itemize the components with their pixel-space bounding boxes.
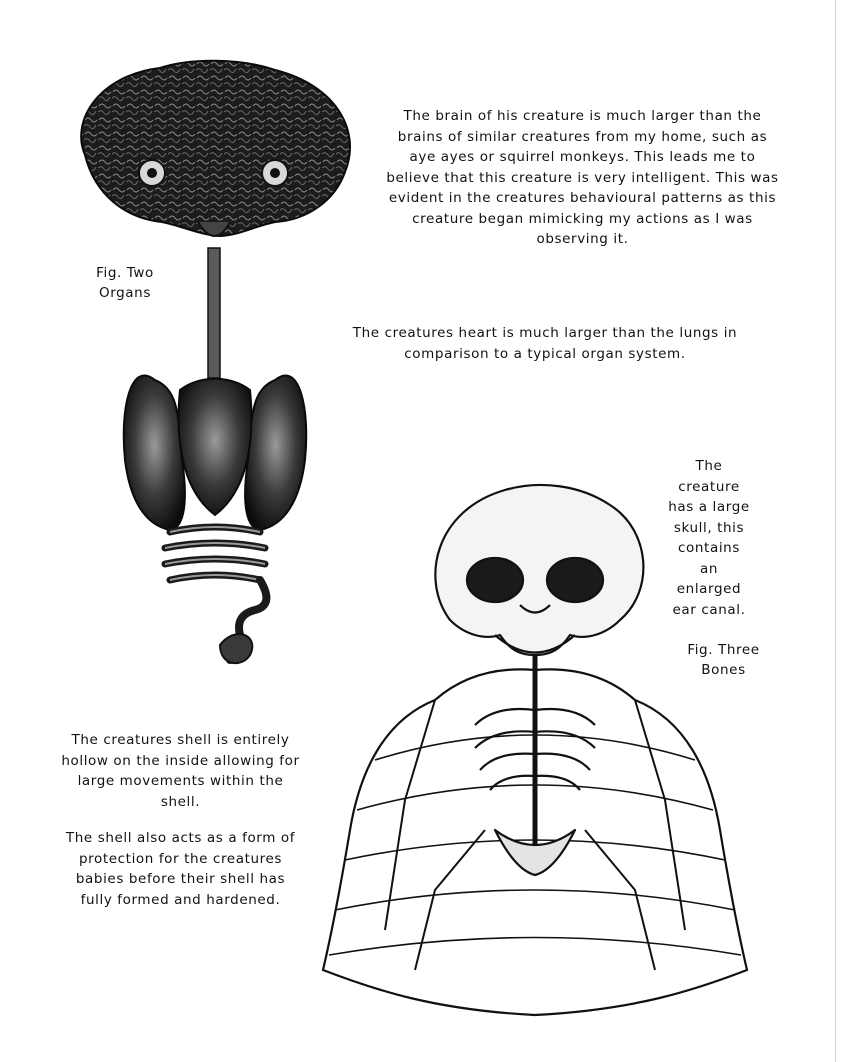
fig-two-caption-line2: Organs xyxy=(99,285,151,301)
brain-note xyxy=(385,106,780,250)
bones-illustration xyxy=(315,470,835,1035)
shell-note-text-2: The shell also acts as a form of protection for the creatures babies before their shell has fully formed and hardened. xyxy=(65,830,296,908)
fig-three-caption-line2: Bones xyxy=(701,662,746,678)
shell-note-text-1: The creatures shell is entirely hollow on the inside allowing for large movements within the shell. xyxy=(61,732,300,810)
skull-note xyxy=(668,456,750,620)
fig-three-caption xyxy=(676,640,771,680)
heart-note-text: The creatures heart is much larger than the lungs in comparison to a typical organ system. xyxy=(352,325,738,362)
brain-note-text: The brain of his creature is much larger than the brains of similar creatures from my home, such as aye ayes or squirrel monkeys. This leads me to believe that this creature is very intelligent. This was evident in the creatures behavioural patterns as this creature began mimicking my actions as I was observing it. xyxy=(386,108,779,247)
fig-three-caption-line1: Fig. Three xyxy=(687,642,760,658)
fig-two-caption xyxy=(80,263,170,303)
shell-note xyxy=(58,730,303,910)
fig-two-caption-line1: Fig. Two xyxy=(96,265,154,281)
heart-note xyxy=(340,323,750,364)
skull-note-text: The creature has a large skull, this contains an enlarged ear canal. xyxy=(668,458,750,618)
